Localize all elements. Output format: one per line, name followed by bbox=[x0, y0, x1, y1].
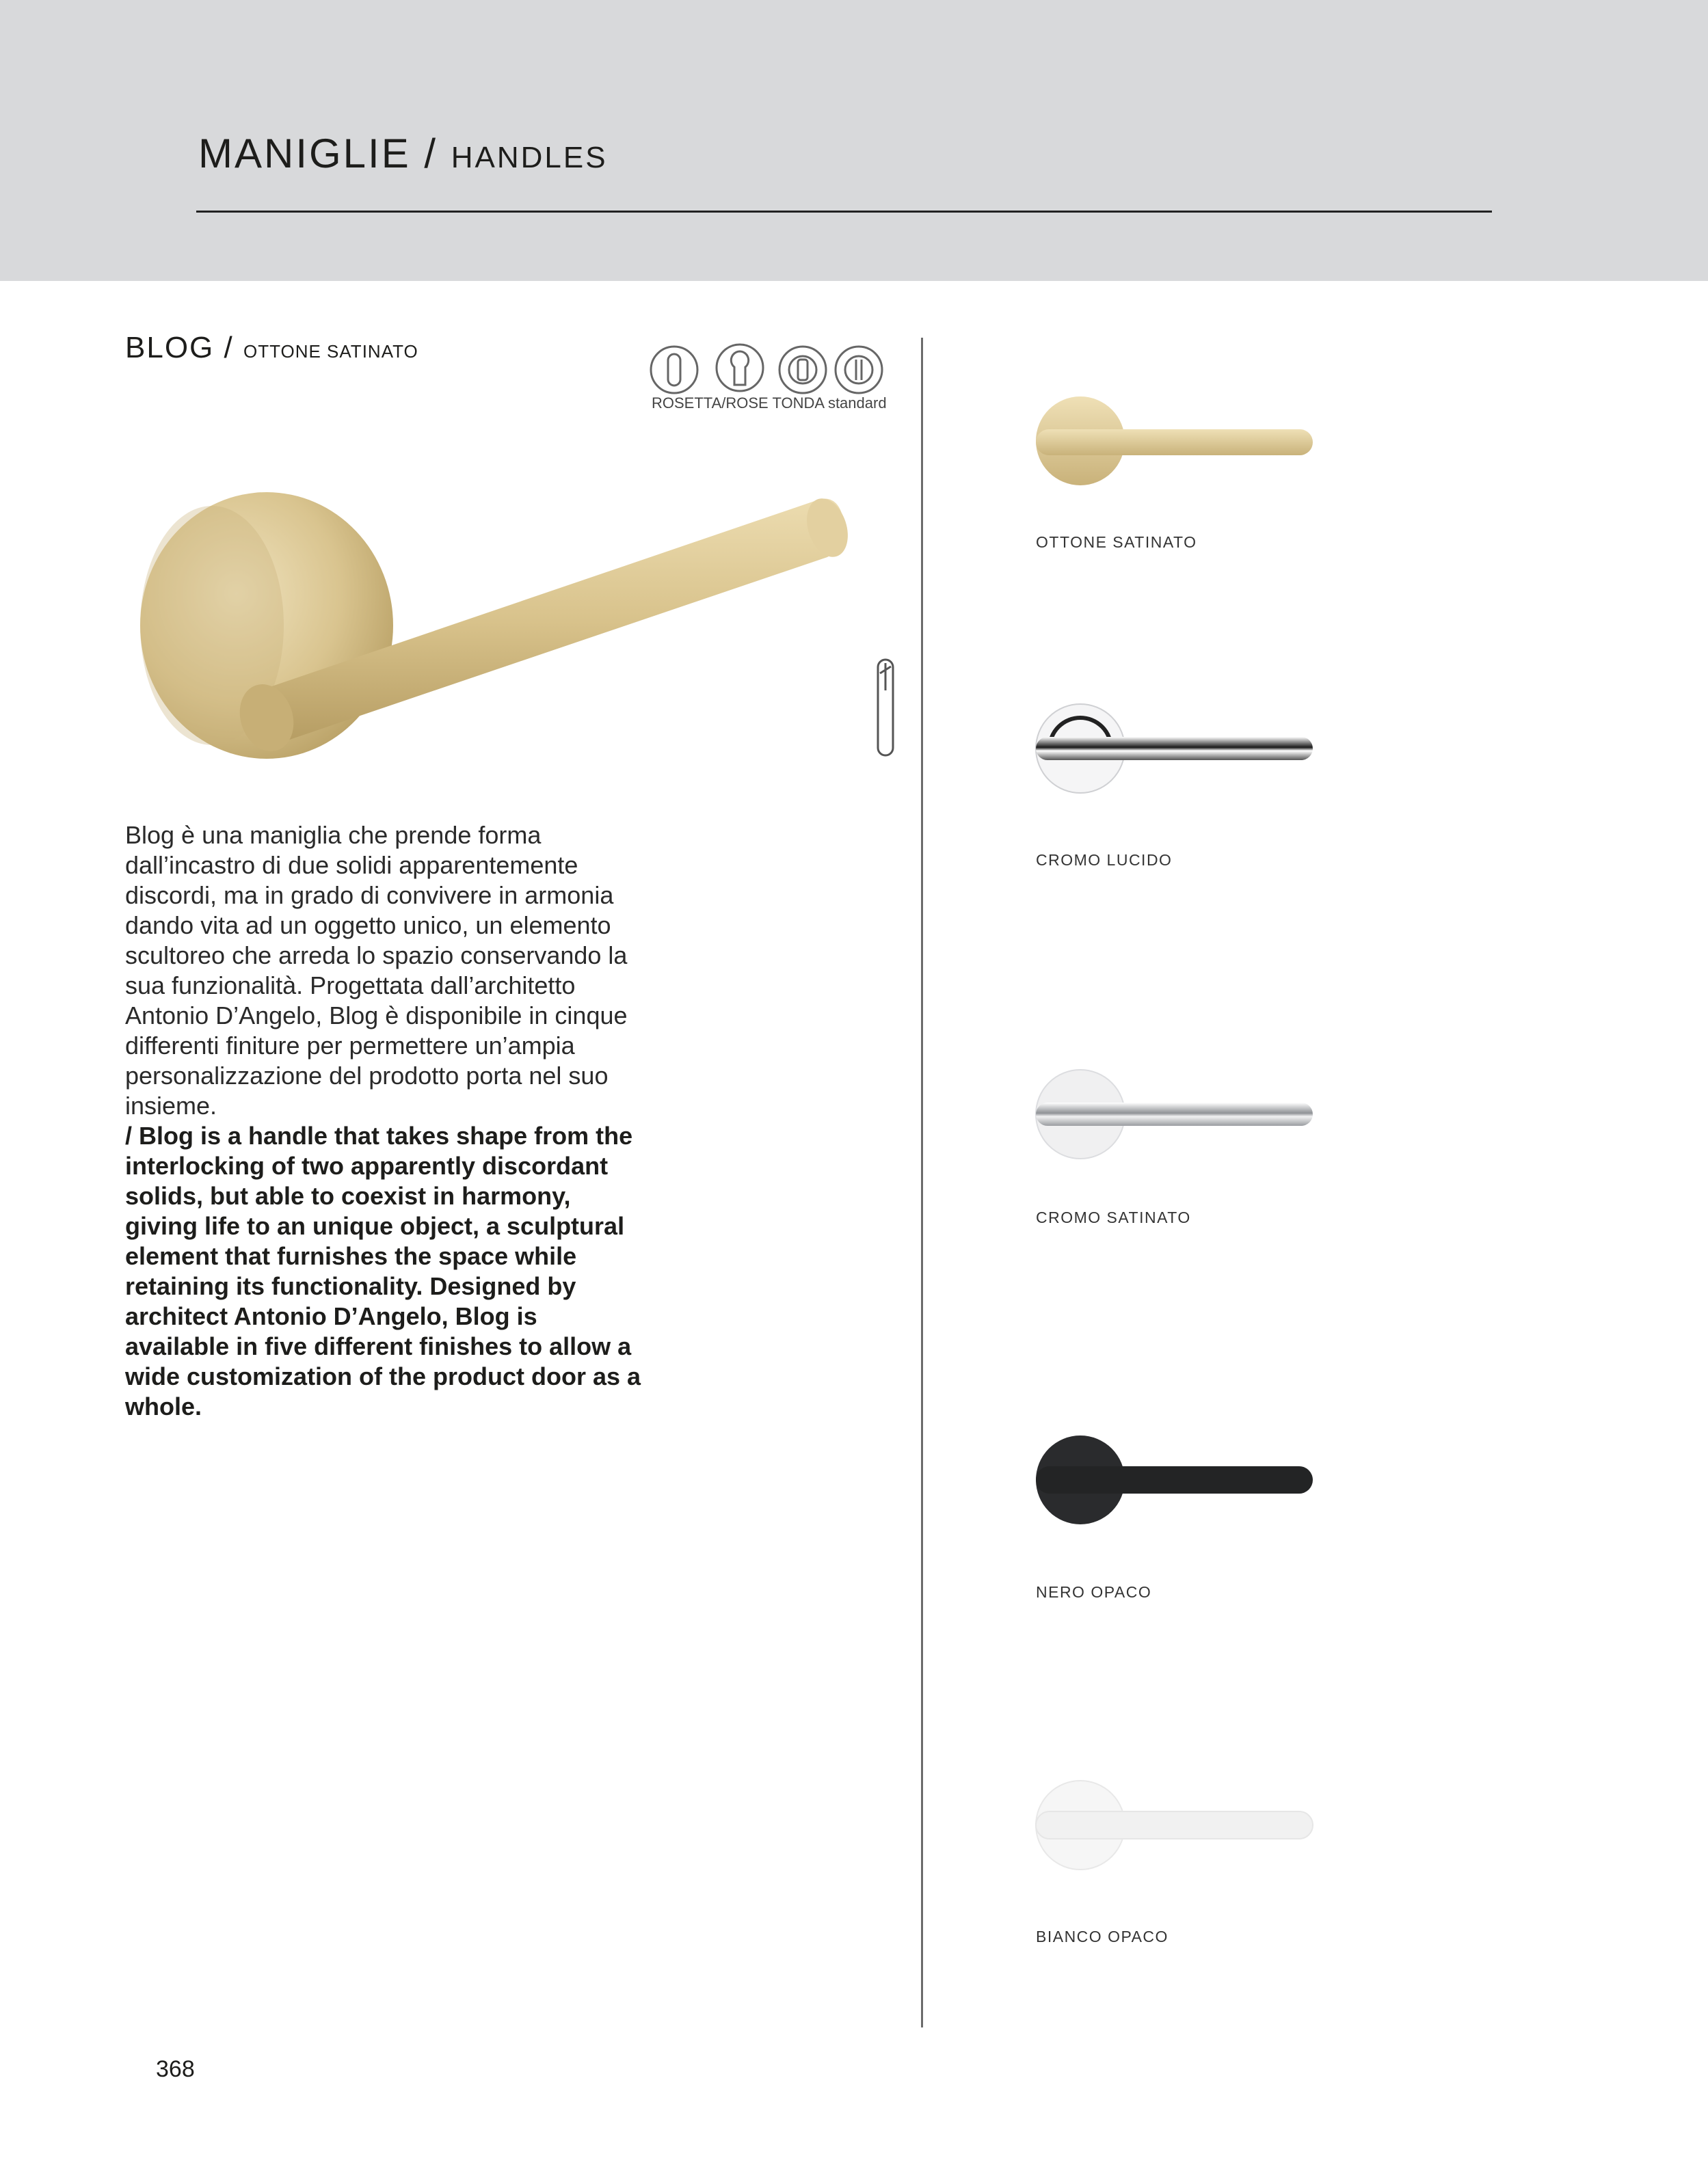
column-divider bbox=[921, 338, 923, 2027]
product-finish: OTTONE SATINATO bbox=[243, 341, 418, 362]
rose-icons bbox=[647, 339, 886, 401]
finish-label: NERO OPACO bbox=[1036, 1583, 1152, 1601]
finish-image-nero-opaco bbox=[1026, 1429, 1320, 1538]
finish-label: BIANCO OPACO bbox=[1036, 1928, 1169, 1945]
page-title-main: MANIGLIE bbox=[198, 131, 411, 176]
finish-image-ottone-satinato bbox=[1026, 390, 1320, 499]
finish-image-cromo-lucido bbox=[1026, 697, 1320, 807]
rose-wc-icon bbox=[651, 347, 697, 393]
product-title bbox=[125, 331, 418, 365]
finish-label: CROMO SATINATO bbox=[1036, 1209, 1191, 1226]
product-description bbox=[125, 820, 645, 1422]
product-name: BLOG bbox=[125, 331, 215, 364]
rose-privacy-turn-icon bbox=[779, 347, 826, 393]
hero-handle-image bbox=[130, 478, 855, 786]
finish-image-cromo-satinato bbox=[1026, 1063, 1320, 1172]
page-number: 368 bbox=[156, 2056, 195, 2082]
rose-euro-cylinder-icon bbox=[717, 345, 763, 391]
rose-caption: ROSETTA/ROSE TONDA standard bbox=[652, 394, 887, 412]
finish-label: OTTONE SATINATO bbox=[1036, 533, 1197, 551]
product-title-separator: / bbox=[214, 331, 243, 364]
header-rule bbox=[196, 211, 1492, 213]
rose-privacy-release-icon bbox=[836, 347, 882, 393]
description-italian: Blog è una maniglia che prende forma dall’incastro di due solidi apparentemente discordi, ma in grado di convivere in armonia dando vita ad un oggetto unico, un elemento scultoreo che arreda lo spazio conservando la sua funzionalità. Progettata dall’architetto Antonio D’Angelo, Blog è disponibile in cinque differenti finiture per permettere un’ampia personalizzazione del prodotto porta nel suo insieme. bbox=[125, 821, 628, 1120]
page-title-separator: / bbox=[410, 131, 451, 176]
page-title bbox=[198, 130, 608, 177]
finish-label: CROMO LUCIDO bbox=[1036, 851, 1173, 869]
finish-image-bianco-opaco bbox=[1026, 1774, 1320, 1883]
description-english: / Blog is a handle that takes shape from the interlocking of two apparently discordant solids, but able to coexist in harmony, giving life to an unique object, a sculptural element that furnishes the space while retaining its functionality. Designed by architect Antonio D’Angelo, Blog is available in five different finishes to allow a wide customization of the product door as a whole. bbox=[125, 1122, 641, 1420]
handle-outline-icon bbox=[868, 653, 903, 762]
page-title-sub: HANDLES bbox=[451, 141, 608, 174]
